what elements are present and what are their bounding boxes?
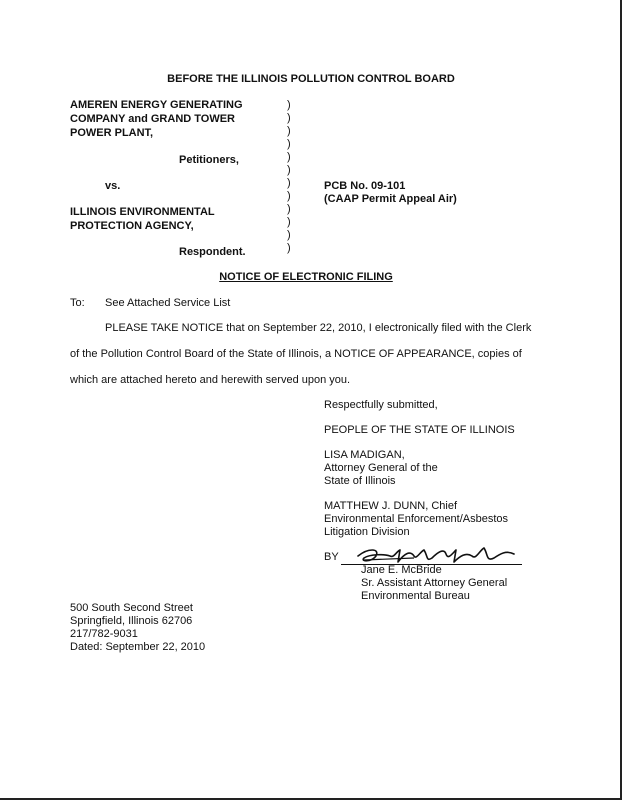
body-line-1: PLEASE TAKE NOTICE that on September 22, 2010, I electronically filed with the Clerk: [105, 322, 532, 334]
respondent-line-1: ILLINOIS ENVIRONMENTAL: [70, 206, 215, 218]
respectfully-submitted: Respectfully submitted,: [324, 399, 438, 411]
caption-paren: ): [287, 151, 291, 163]
case-number: PCB No. 09-101: [324, 180, 406, 192]
ag-line-1: LISA MADIGAN,: [324, 449, 405, 461]
caption-paren: ): [287, 138, 291, 150]
dated-line: Dated: September 22, 2010: [70, 641, 206, 653]
caption-paren: ): [287, 190, 291, 202]
body-line-2: of the Pollution Control Board of the State of Illinois, a NOTICE OF APPEARANCE, copies of: [70, 348, 522, 360]
petitioner-line-3: POWER PLANT,: [70, 127, 154, 139]
respondent-line-2: PROTECTION AGENCY,: [70, 220, 194, 232]
signer-bureau: Environmental Bureau: [361, 590, 470, 602]
caption-paren: ): [287, 164, 291, 176]
division-line-3: Litigation Division: [324, 526, 410, 538]
versus-label: vs.: [105, 180, 121, 192]
body-line-3: which are attached hereto and herewith served upon you.: [70, 374, 351, 386]
ag-line-3: State of Illinois: [324, 475, 396, 487]
people-of-illinois: PEOPLE OF THE STATE OF ILLINOIS: [324, 424, 515, 436]
notice-heading: NOTICE OF ELECTRONIC FILING: [219, 271, 393, 283]
petitioners-label: Petitioners,: [179, 154, 239, 166]
petitioner-line-1: AMEREN ENERGY GENERATING: [70, 99, 243, 111]
division-line-2: Environmental Enforcement/Asbestos: [324, 513, 509, 525]
respondent-label: Respondent.: [179, 246, 246, 258]
to-value: See Attached Service List: [105, 297, 231, 309]
division-line-1: MATTHEW J. DUNN, Chief: [324, 500, 458, 512]
petitioner-line-2: COMPANY and GRAND TOWER: [70, 113, 236, 125]
document-title: BEFORE THE ILLINOIS POLLUTION CONTROL BOARD: [167, 73, 455, 85]
address-phone: 217/782-9031: [70, 628, 138, 640]
caption-paren: ): [287, 216, 291, 228]
caption-paren: ): [287, 177, 291, 189]
caption-paren: ): [287, 112, 291, 124]
address-line-2: Springfield, Illinois 62706: [70, 615, 193, 627]
by-label: BY: [324, 551, 339, 563]
signer-name: Jane E. McBride: [361, 564, 442, 576]
caption-paren: ): [287, 242, 291, 254]
address-line-1: 500 South Second Street: [70, 602, 193, 614]
caption-paren: ): [287, 203, 291, 215]
case-type: (CAAP Permit Appeal Air): [324, 193, 457, 205]
ag-line-2: Attorney General of the: [324, 462, 438, 474]
caption-paren: ): [287, 229, 291, 241]
caption-paren: ): [287, 125, 291, 137]
caption-paren: ): [287, 99, 291, 111]
to-label: To:: [70, 297, 85, 309]
signer-title: Sr. Assistant Attorney General: [361, 577, 508, 589]
